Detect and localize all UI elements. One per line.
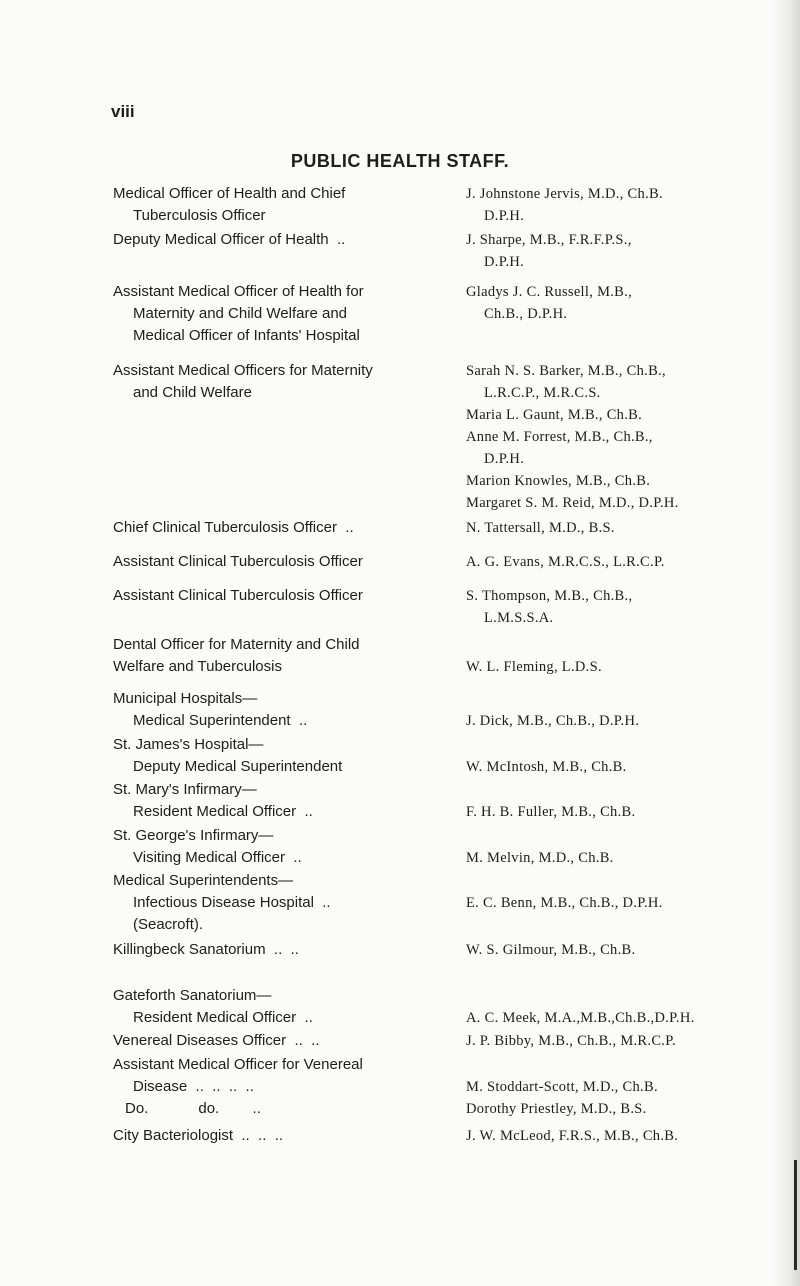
holder-name: S. Thompson, M.B., Ch.B.,	[466, 588, 633, 604]
role-description	[113, 183, 453, 227]
holder-name	[466, 634, 776, 656]
office-holders	[466, 985, 776, 1029]
role-line: Gateforth Sanatorium—	[113, 987, 272, 1004]
page-title: PUBLIC HEALTH STAFF.	[290, 151, 510, 171]
role-description	[113, 281, 453, 347]
holder-name: D.P.H.	[484, 208, 525, 224]
role-line: St. Mary's Infirmary—	[113, 781, 257, 798]
holder-name: J. Dick, M.B., Ch.B., D.P.H.	[466, 713, 640, 729]
office-holders	[466, 825, 776, 869]
role-line: Visiting Medical Officer ..	[133, 849, 302, 866]
office-holders	[466, 229, 776, 273]
holder-name: Marion Knowles, M.B., Ch.B.	[466, 473, 651, 489]
office-holders	[466, 1125, 776, 1147]
role-line: St. George's Infirmary—	[113, 827, 274, 844]
office-holders	[466, 360, 776, 514]
role-description	[113, 634, 453, 678]
holder-name: A. G. Evans, M.R.C.S., L.R.C.P.	[466, 554, 665, 570]
role-line: Assistant Clinical Tuberculosis Officer	[113, 553, 363, 570]
role-line: Venereal Diseases Officer .. ..	[113, 1032, 320, 1049]
role-description	[113, 688, 453, 732]
holder-name	[466, 779, 776, 801]
holder-name	[466, 825, 776, 847]
role-description	[113, 825, 453, 869]
holder-name: D.P.H.	[484, 254, 525, 270]
role-description	[113, 1098, 453, 1120]
role-line: Chief Clinical Tuberculosis Officer ..	[113, 519, 354, 536]
page-edge-mark	[794, 1160, 797, 1270]
holder-name	[466, 985, 776, 1007]
office-holders	[466, 1054, 776, 1098]
office-holders	[466, 779, 776, 823]
holder-name: F. H. B. Fuller, M.B., Ch.B.	[466, 804, 636, 820]
role-line: Welfare and Tuberculosis	[113, 658, 282, 675]
role-description	[113, 1030, 453, 1052]
role-line: Assistant Clinical Tuberculosis Officer	[113, 587, 363, 604]
role-line: Tuberculosis Officer	[133, 207, 266, 224]
holder-name: A. C. Meek, M.A.,M.B.,Ch.B.,D.P.H.	[466, 1010, 695, 1026]
role-line: Medical Superintendent ..	[133, 712, 308, 729]
holder-name: Sarah N. S. Barker, M.B., Ch.B.,	[466, 363, 666, 379]
holder-name: Ch.B., D.P.H.	[484, 306, 568, 322]
role-line: Assistant Medical Officers for Maternity	[113, 362, 373, 379]
role-line: St. James's Hospital—	[113, 736, 264, 753]
role-line: Medical Superintendents—	[113, 872, 294, 889]
holder-name: Gladys J. C. Russell, M.B.,	[466, 284, 633, 300]
role-line: Medical Officer of Infants' Hospital	[133, 327, 360, 344]
office-holders	[466, 183, 776, 227]
role-line: Assistant Medical Officer for Venereal	[113, 1056, 363, 1073]
holder-name	[466, 870, 776, 892]
role-description	[113, 360, 453, 404]
holder-name: M. Stoddart-Scott, M.D., Ch.B.	[466, 1079, 658, 1095]
holder-name: N. Tattersall, M.D., B.S.	[466, 520, 615, 536]
holder-name: W. McIntosh, M.B., Ch.B.	[466, 759, 627, 775]
role-line: Resident Medical Officer ..	[133, 803, 313, 820]
role-line: Municipal Hospitals—	[113, 690, 258, 707]
office-holders	[466, 585, 776, 629]
holder-name: J. W. McLeod, F.R.S., M.B., Ch.B.	[466, 1128, 679, 1144]
holder-name: J. Sharpe, M.B., F.R.F.P.S.,	[466, 232, 632, 248]
holder-name: W. L. Fleming, L.D.S.	[466, 659, 602, 675]
role-line: Medical Officer of Health and Chief	[113, 185, 346, 202]
holder-name: Dorothy Priestley, M.D., B.S.	[466, 1101, 647, 1117]
holder-name: E. C. Benn, M.B., Ch.B., D.P.H.	[466, 895, 663, 911]
role-line: Killingbeck Sanatorium .. ..	[113, 941, 299, 958]
office-holders	[466, 939, 776, 961]
role-line: and Child Welfare	[133, 384, 252, 401]
role-line: Resident Medical Officer ..	[133, 1009, 313, 1026]
role-line: Maternity and Child Welfare and	[133, 305, 347, 322]
holder-name: Maria L. Gaunt, M.B., Ch.B.	[466, 407, 643, 423]
role-description	[113, 1125, 453, 1147]
role-description	[113, 229, 453, 251]
role-line: Deputy Medical Superintendent	[133, 758, 343, 775]
role-line: Deputy Medical Officer of Health ..	[113, 231, 346, 248]
holder-name: D.P.H.	[484, 451, 525, 467]
office-holders	[466, 688, 776, 732]
holder-name	[466, 1054, 776, 1076]
holder-name: W. S. Gilmour, M.B., Ch.B.	[466, 942, 636, 958]
holder-name: L.R.C.P., M.R.C.S.	[484, 385, 601, 401]
office-holders	[466, 551, 776, 573]
role-description	[113, 939, 453, 961]
holder-name: Margaret S. M. Reid, M.D., D.P.H.	[466, 495, 679, 511]
role-description	[113, 1054, 453, 1098]
office-holders	[466, 517, 776, 539]
holder-name	[466, 734, 776, 756]
role-description	[113, 870, 453, 936]
office-holders	[466, 870, 776, 914]
role-description	[113, 734, 453, 778]
holder-name: Anne M. Forrest, M.B., Ch.B.,	[466, 429, 653, 445]
holder-name: M. Melvin, M.D., Ch.B.	[466, 850, 614, 866]
office-holders	[466, 1030, 776, 1052]
role-line: Disease .. .. .. ..	[133, 1078, 254, 1095]
holder-name: L.M.S.S.A.	[484, 610, 554, 626]
holder-name	[466, 688, 776, 710]
role-line: (Seacroft).	[133, 916, 204, 933]
office-holders	[466, 634, 776, 678]
office-holders	[466, 734, 776, 778]
role-description	[113, 985, 453, 1029]
role-description	[113, 585, 453, 607]
page-edge	[772, 0, 800, 1286]
role-line: City Bacteriologist .. .. ..	[113, 1127, 284, 1144]
role-description	[113, 517, 453, 539]
office-holders	[466, 1098, 776, 1120]
role-line: Assistant Medical Officer of Health for	[113, 283, 364, 300]
role-line: Infectious Disease Hospital ..	[133, 894, 331, 911]
role-line: Dental Officer for Maternity and Child	[113, 636, 360, 653]
role-line: Do. do. ..	[125, 1100, 261, 1117]
office-holders	[466, 281, 776, 325]
role-description	[113, 779, 453, 823]
holder-name: J. P. Bibby, M.B., Ch.B., M.R.C.P.	[466, 1033, 676, 1049]
holder-name: J. Johnstone Jervis, M.D., Ch.B.	[466, 186, 663, 202]
page-number: viii	[111, 102, 135, 121]
role-description	[113, 551, 453, 573]
